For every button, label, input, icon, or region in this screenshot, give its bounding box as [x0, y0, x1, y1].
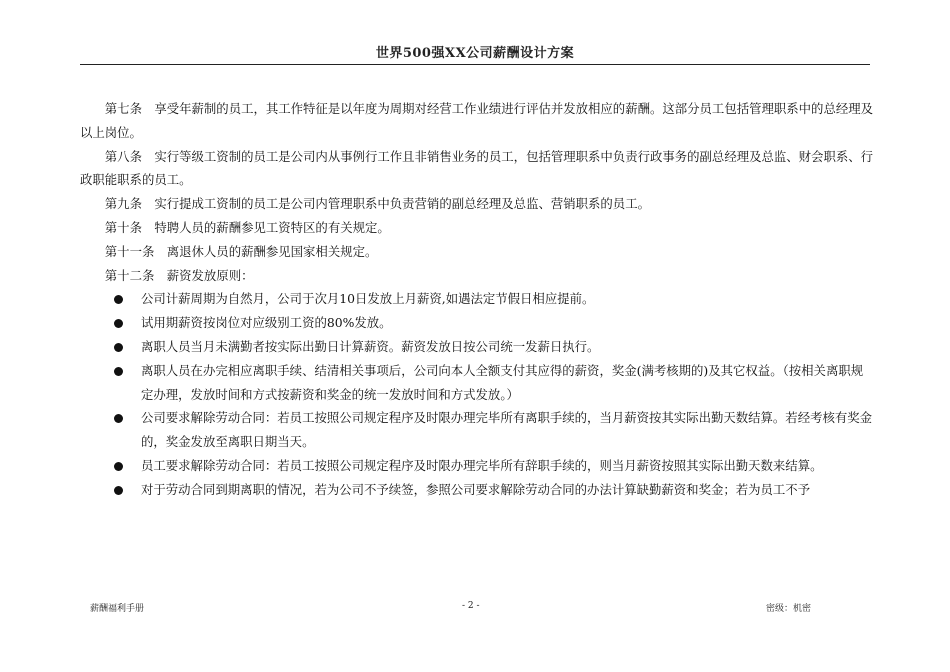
footer-manual-name: 薪酬福利手册: [90, 604, 145, 614]
article-9-paragraph: 第九条 实行提成工资制的员工是公司内管理职系中负责营销的副总经理及总监、营销职系的员工。: [104, 196, 650, 212]
bullet-dot-icon: [114, 367, 123, 376]
list-item-text: 对于劳动合同到期离职的情况，若为公司不予续签，参照公司要求解除劳动合同的办法计算缺勤薪资和奖金；若为员工不予: [141, 481, 811, 497]
article-11-paragraph: 第十一条 离退休人员的薪酬参见国家相关规定。: [104, 243, 378, 259]
list-item-text: 公司计薪周期为自然月，公司于次月10日发放上月薪资,如遇法定节假日相应提前。: [141, 291, 595, 307]
bullet-dot-icon: [114, 462, 123, 471]
document-body: [80, 97, 873, 502]
list-item: [80, 406, 873, 454]
list-item-text: 公司要求解除劳动合同：若员工按照公司规定程序及时限办理完毕所有离职手续的，当月薪资按其实际出勤天数结算。若经考核有奖金的，奖金发放至离职日期当天。: [141, 410, 873, 450]
bullet-dot-icon: [114, 319, 123, 328]
page-number: - 2 -: [462, 601, 480, 611]
list-item: [80, 287, 873, 311]
list-item: [80, 311, 873, 335]
bullet-dot-icon: [114, 295, 123, 304]
payment-principles-list: [80, 287, 873, 501]
article-7-paragraph: 第七条 享受年薪制的员工，其工作特征是以年度为周期对经营工作业绩进行评估并发放相应的薪酬。这部分员工包括管理职系中的总经理及以上岗位。: [80, 101, 874, 140]
page-header: [80, 36, 870, 65]
list-item-text: 离职人员当月未满勤者按实际出勤日计算薪资。薪资发放日按公司统一发薪日执行。: [141, 338, 600, 354]
bullet-dot-icon: [114, 486, 123, 495]
article-8-paragraph: 第八条 实行等级工资制的员工是公司内从事例行工作且非销售业务的员工，包括管理职系中负责行政事务的副总经理及总监、财会职系、行政职能职系的员工。: [80, 148, 874, 188]
article-10-paragraph: 第十条 特聘人员的薪酬参见工资特区的有关规定。: [104, 219, 390, 235]
list-item-text: 离职人员在办完相应离职手续、结清相关事项后，公司向本人全额支付其应得的薪资，奖金(满考核期的)及其它权益。（按相关离职规定办理，发放时间和方式按薪资和奖金的统一发放时间和方式发放。）: [141, 362, 864, 402]
list-item-text: 员工要求解除劳动合同：若员工按照公司规定程序及时限办理完毕所有辞职手续的，则当月薪资按照其实际出勤天数来结算。: [141, 457, 823, 473]
list-item-text: 试用期薪资按岗位对应级别工资的80%发放。: [141, 315, 392, 331]
list-item: [80, 335, 873, 359]
bullet-dot-icon: [114, 414, 123, 423]
document-title: 世界500强XX公司薪酬设计方案: [375, 46, 575, 61]
bullet-dot-icon: [114, 343, 123, 352]
list-item: [80, 454, 873, 478]
confidentiality-label: 密级：机密: [766, 604, 812, 614]
article-12-paragraph: 第十二条 薪资发放原则：: [104, 267, 254, 283]
list-item: [80, 478, 873, 502]
list-item: [80, 359, 873, 407]
